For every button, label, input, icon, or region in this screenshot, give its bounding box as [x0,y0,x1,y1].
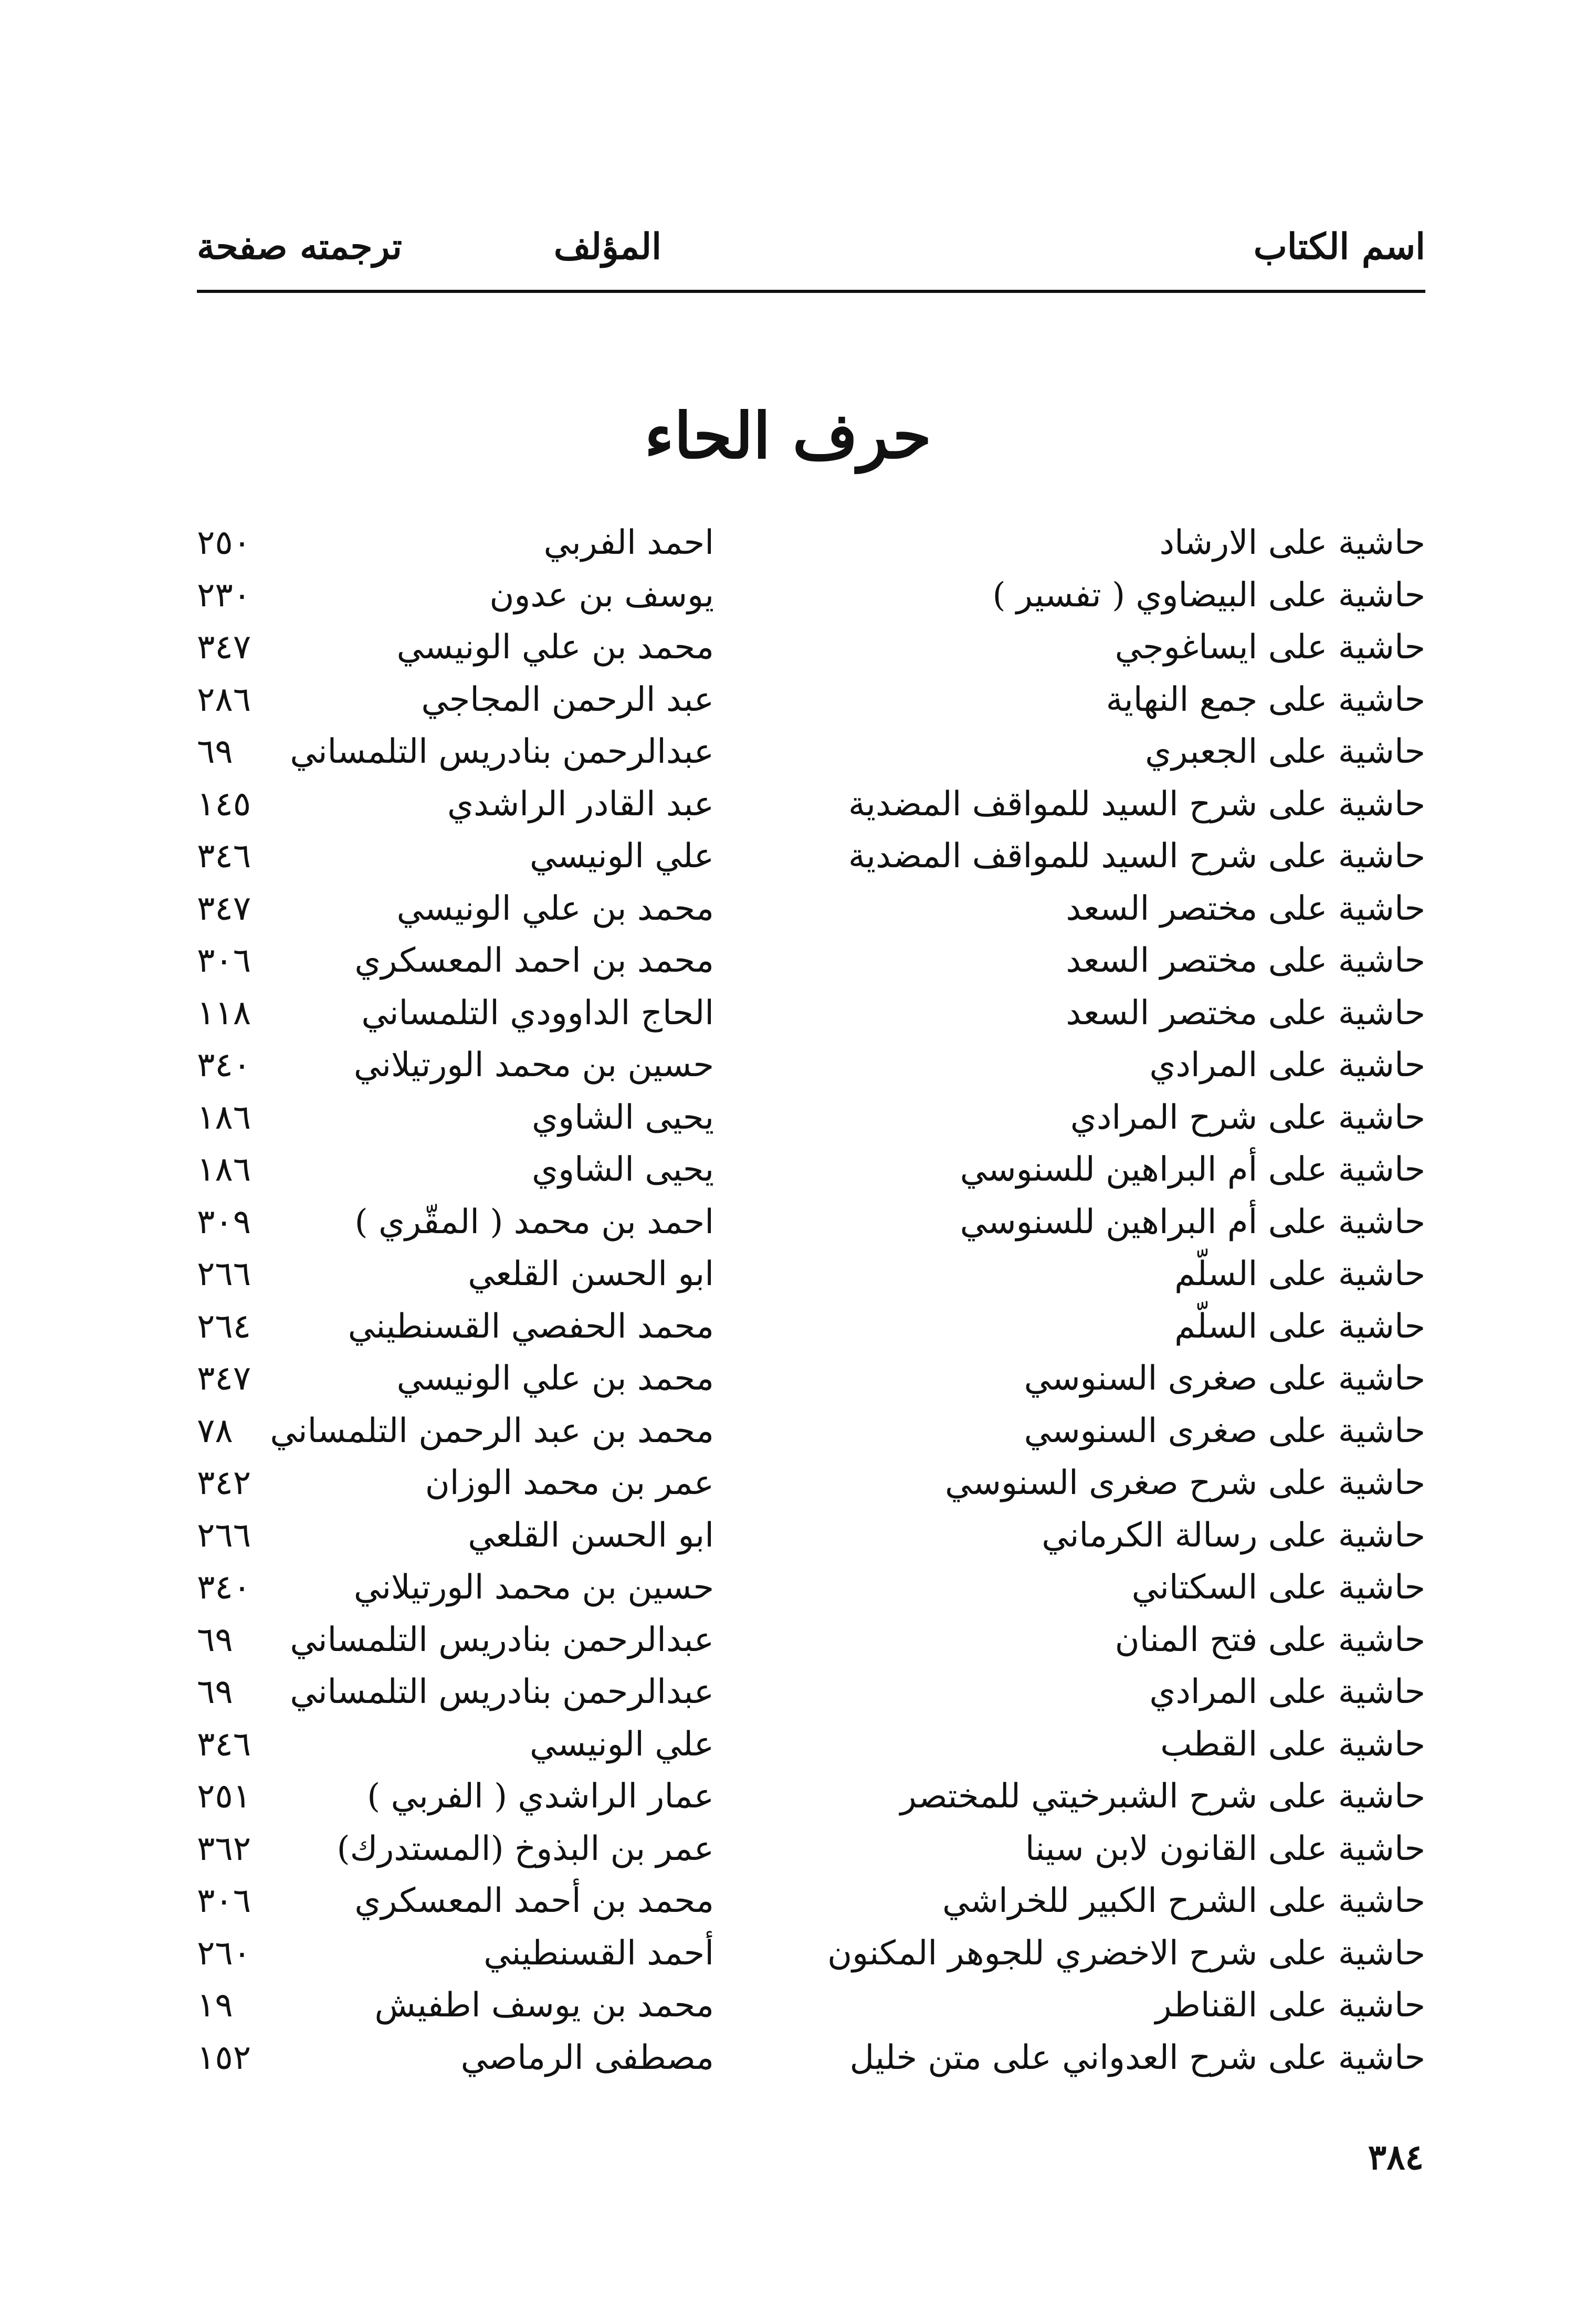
author-name: أحمد القسنطيني [484,1933,714,1973]
header-author: المؤلف [553,226,661,268]
translation-page-number: ٦٩ [197,1620,233,1659]
book-title: حاشية على المرادي [1149,1046,1425,1085]
author-name: عبد الرحمن المجاجي [421,680,714,719]
author-name: عمر بن محمد الوزان [425,1464,714,1502]
list-item [197,622,1425,674]
author-name: عمر بن البذوخ (المستدرك) [337,1829,714,1868]
translation-page-number: ٢٥٠ [197,523,251,562]
translation-page-number: ٧٨ [197,1411,233,1450]
header-book-name: اسم الكتاب [1253,226,1425,268]
translation-page-number: ٣٦٢ [197,1829,251,1868]
list-item [197,570,1425,622]
book-title: حاشية على مختصر السعد [1066,993,1425,1033]
list-item [197,1353,1425,1405]
translation-page-number: ١٤٥ [197,784,251,824]
translation-page-number: ٢٨٦ [197,680,251,719]
book-title: حاشية على رسالة الكرماني [1042,1516,1425,1555]
list-item [197,1405,1425,1458]
book-title: حاشية على مختصر السعد [1066,889,1425,928]
author-name: احمد بن محمد ( المقّري ) [354,1202,714,1242]
list-item [197,1092,1425,1144]
list-item [197,2032,1425,2085]
list-item [197,1875,1425,1928]
list-item [197,726,1425,779]
header-translation-page: ترجمته صفحة [197,226,402,268]
author-name: علي الونيسي [530,1724,714,1764]
book-title: حاشية على المرادي [1149,1673,1425,1711]
translation-page-number: ٢٦٤ [197,1307,251,1346]
section-title: حرف الحاء [644,399,932,473]
translation-page-number: ٣٠٦ [197,941,251,980]
translation-page-number: ٦٩ [197,1673,233,1711]
book-title: حاشية على السلّم [1174,1255,1425,1294]
list-item [197,1666,1425,1719]
book-title: حاشية على القطب [1160,1724,1425,1764]
author-name: عبد القادر الراشدي [447,784,714,824]
author-name: عبدالرحمن بنادريس التلمساني [290,1620,714,1659]
book-title: حاشية على شرح السيد للمواقف المضدية [848,837,1425,876]
translation-page-number: ١١٨ [197,993,251,1033]
author-name: عمار الراشدي ( الفربي ) [367,1777,714,1816]
book-title: حاشية على شرح المرادي [1070,1098,1425,1137]
translation-page-number: ١٨٦ [197,1098,251,1137]
book-title: حاشية على الشرح الكبير للخراشي [942,1881,1425,1920]
book-title: حاشية على الجعبري [1145,732,1425,771]
book-title: حاشية على القناطر [1155,1986,1425,2025]
book-title: حاشية على شرح صغرى السنوسي [945,1464,1425,1502]
book-title: حاشية على شرح السيد للمواقف المضدية [848,784,1425,824]
translation-page-number: ٣٤٢ [197,1464,251,1502]
translation-page-number: ٣٠٩ [197,1202,251,1242]
list-item [197,1196,1425,1249]
translation-page-number: ٣٤٠ [197,1046,251,1085]
book-title: حاشية على ايساغوجي [1115,628,1425,667]
list-item [197,1980,1425,2032]
list-item [197,1771,1425,1823]
translation-page-number: ١٨٦ [197,1150,251,1189]
page-number: ٣٨٤ [1368,2137,1424,2178]
book-title: حاشية على شرح الاخضري للجوهر المكنون [827,1933,1425,1973]
list-item [197,1039,1425,1092]
translation-page-number: ١٥٢ [197,2038,251,2077]
translation-page-number: ٢٦٠ [197,1933,251,1973]
author-name: احمد الفربي [543,523,714,562]
book-title: حاشية على أم البراهين للسنوسي [960,1150,1425,1189]
author-name: يحيى الشاوي [532,1150,714,1189]
book-title: حاشية على السلّم [1174,1307,1425,1346]
book-title: حاشية على فتح المنان [1115,1620,1425,1659]
author-name: محمد بن علي الونيسي [396,889,714,928]
index-list [197,517,1425,2084]
book-title: حاشية على السكتاني [1131,1568,1425,1607]
book-title: حاشية على جمع النهاية [1106,680,1425,719]
translation-page-number: ٢٦٦ [197,1516,251,1555]
author-name: يحيى الشاوي [532,1098,714,1137]
translation-page-number: ١٩ [197,1986,233,2025]
author-name: محمد بن أحمد المعسكري [354,1881,714,1920]
list-item [197,517,1425,570]
author-name: محمد بن عبد الرحمن التلمساني [270,1411,714,1450]
author-name: محمد بن احمد المعسكري [354,941,714,980]
book-title: حاشية على أم البراهين للسنوسي [960,1202,1425,1242]
translation-page-number: ٣٤٧ [197,628,251,667]
list-item [197,674,1425,727]
list-item [197,779,1425,831]
translation-page-number: ٢٣٠ [197,575,251,615]
translation-page-number: ٣٤٠ [197,1568,251,1607]
list-item [197,830,1425,883]
author-name: عبدالرحمن بنادريس التلمساني [290,732,714,771]
book-title: حاشية على القانون لابن سينا [1025,1829,1425,1868]
author-name: يوسف بن عدون [489,575,714,615]
author-name: مصطفى الرماصي [460,2038,714,2077]
list-item [197,1248,1425,1301]
book-title: حاشية على صغرى السنوسي [1024,1359,1425,1398]
list-item [197,1144,1425,1196]
translation-page-number: ٣٤٧ [197,889,251,928]
author-name: محمد بن علي الونيسي [396,628,714,667]
author-name: عبدالرحمن بنادريس التلمساني [290,1673,714,1711]
book-title: حاشية على شرح العدواني على متن خليل [849,2038,1425,2077]
author-name: علي الونيسي [530,837,714,876]
translation-page-number: ٢٦٦ [197,1255,251,1294]
book-title: حاشية على شرح الشبرخيتي للمختصر [900,1777,1425,1816]
author-name: محمد الحفصي القسنطيني [348,1307,714,1346]
list-item [197,1301,1425,1353]
list-item [197,1719,1425,1771]
list-item [197,1457,1425,1510]
list-item [197,935,1425,987]
list-item [197,1614,1425,1667]
book-title: حاشية على صغرى السنوسي [1024,1411,1425,1450]
list-item [197,1562,1425,1614]
translation-page-number: ٣٠٦ [197,1881,251,1920]
list-item [197,1823,1425,1876]
list-item [197,1928,1425,1980]
list-item [197,987,1425,1040]
author-name: محمد بن علي الونيسي [396,1359,714,1398]
header-rule [197,290,1425,293]
book-title: حاشية على الارشاد [1159,523,1425,562]
author-name: محمد بن يوسف اطفيش [374,1986,714,2025]
author-name: حسين بن محمد الورتيلاني [353,1046,714,1085]
author-name: ابو الحسن القلعي [468,1516,714,1555]
translation-page-number: ٣٤٦ [197,837,251,876]
author-name: حسين بن محمد الورتيلاني [353,1568,714,1607]
translation-page-number: ٣٤٧ [197,1359,251,1398]
author-name: الحاج الداوودي التلمساني [361,993,714,1033]
book-title: حاشية على مختصر السعد [1066,941,1425,980]
list-item [197,1510,1425,1562]
column-header [197,226,1425,283]
list-item [197,883,1425,935]
translation-page-number: ٣٤٦ [197,1724,251,1764]
author-name: ابو الحسن القلعي [468,1255,714,1294]
book-title: حاشية على البيضاوي ( تفسير ) [992,575,1425,615]
translation-page-number: ٦٩ [197,732,233,771]
translation-page-number: ٢٥١ [197,1777,251,1816]
